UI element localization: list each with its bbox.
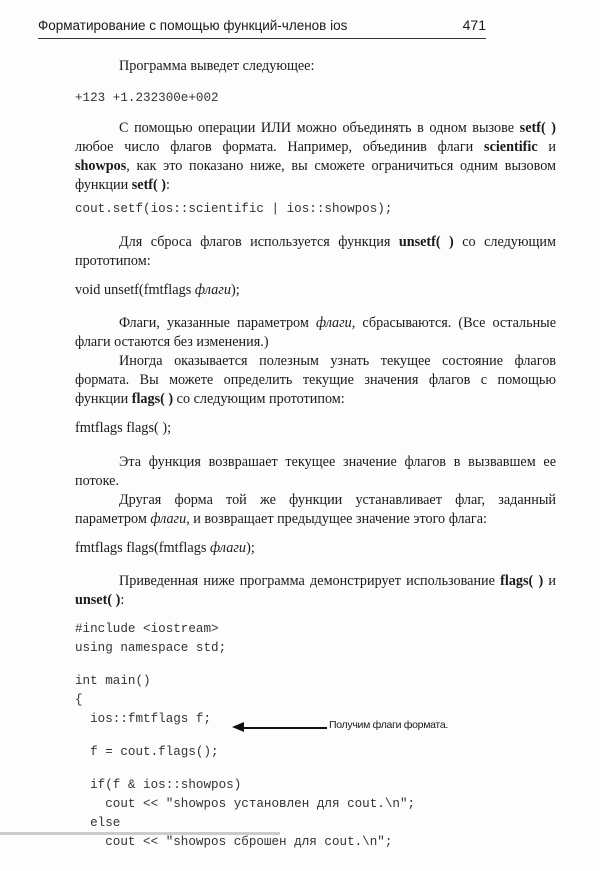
code-setf: cout.setf(ios::scientific | ios::showpos); <box>75 202 393 216</box>
code-line: { <box>75 693 83 707</box>
paragraph-flags-reset: Флаги, указанные параметром флаги, сбрасываются. (Все остальные флаги остаются без изменения.) <box>75 315 556 350</box>
prototype-flags: fmtflags flags( ); <box>75 420 172 436</box>
paragraph-setf-or: С помощью операции ИЛИ можно объединять в одном вызове setf( ) любое число флагов формата. Например, объединив флаги scientific и showpos, как это показано ниже, вы сможете ограничиться одним вызовом функции setf( ): <box>75 120 556 193</box>
code-line: int main() <box>75 674 151 688</box>
code-line <box>75 658 415 672</box>
running-header <box>38 16 486 39</box>
code-line: cout << "showpos сброшен для cout.\n"; <box>75 835 393 849</box>
arrow-line <box>242 727 327 729</box>
code-line: using namespace std; <box>75 641 227 655</box>
paragraph-flags-other-form: Другая форма той же функции устанавливает флаг, заданный параметром флаги, и возвращает предыдущее значение этого флага: <box>75 492 556 527</box>
paragraph-flags-returns: Эта функция возврашает текущее значение флагов в вызвавшем ее потоке. <box>75 454 556 489</box>
code-line: cout << "showpos установлен для cout.\n"; <box>75 797 416 811</box>
paragraph-output-intro: Программа выведет следующее: <box>119 58 315 74</box>
code-line: else <box>75 816 121 830</box>
prototype-flags-set: fmtflags flags(fmtflags флаги); <box>75 540 255 556</box>
code-line: f = cout.flags(); <box>75 745 219 759</box>
code-line: ios::fmtflags f; <box>75 712 212 726</box>
code-output: +123 +1.232300e+002 <box>75 91 219 105</box>
chapter-title: Форматирование с помощью функций-членов ios <box>38 18 348 33</box>
code-annotation <box>232 717 472 737</box>
paragraph-unsetf: Для сброса флагов используется функция unsetf( ) со следующим прототипом: <box>75 234 556 269</box>
code-line: #include <iostream> <box>75 622 219 636</box>
code-line: if(f & ios::showpos) <box>75 778 242 792</box>
page-number: 471 <box>462 17 486 33</box>
paragraph-program-intro: Приведенная ниже программа демонстрирует использование flags( ) и unset( ): <box>75 573 557 608</box>
annotation-text: Получим флаги формата. <box>329 719 448 731</box>
paragraph-flags-current: Иногда оказывается полезным узнать текущее состояние флагов формата. Вы можете определить текущие значения флагов с помощью функции flags( ) со следующим прототипом: <box>75 353 556 407</box>
prototype-unsetf: void unsetf(fmtflags флаги); <box>75 282 240 298</box>
code-line <box>75 762 415 776</box>
